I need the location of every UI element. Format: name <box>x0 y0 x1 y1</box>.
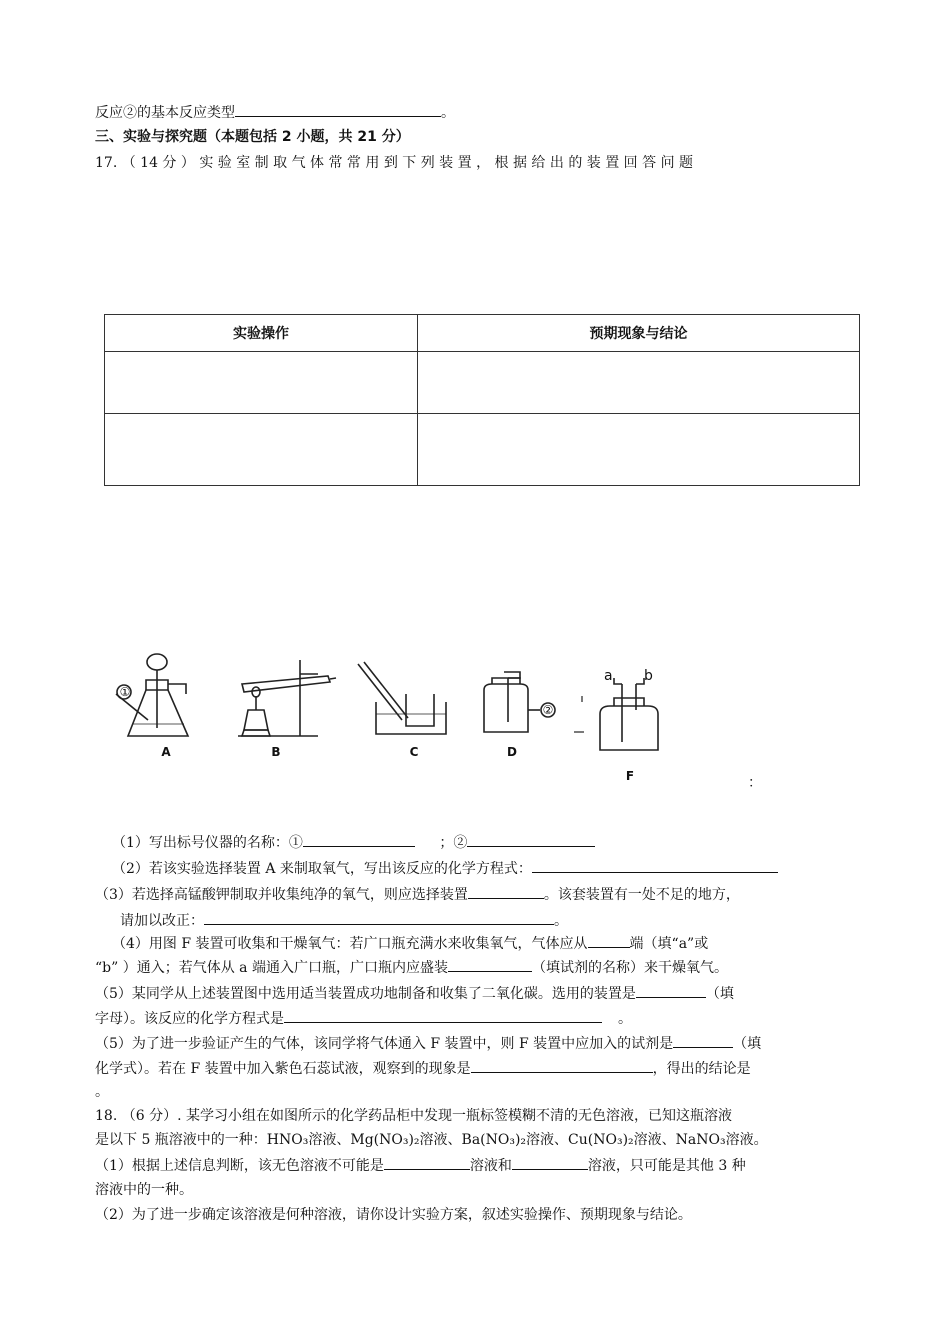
q17-part4: （4）用图 F 装置可收集和干燥氧气：若广口瓶充满水来收集氧气，气体应从 端（填“a”或 <box>112 933 708 954</box>
answer-blank[interactable] <box>235 102 441 117</box>
q18-part1: （1）根据上述信息判断，该无色溶液不可能是 溶液和 溶液，只可能是其他 3 种 <box>95 1155 746 1176</box>
apparatus-b <box>238 660 336 736</box>
q18-stem-line1: 18. （6 分）. 某学习小组在如图所示的化学药品柜中发现一瓶标签模糊不清的无色溶液，已知这瓶溶液 <box>95 1108 732 1124</box>
table-cell[interactable] <box>105 414 418 486</box>
q17-part2: （2）若该实验选择装置 A 来制取氧气，写出该反应的化学方程式： <box>112 858 778 879</box>
answer-blank[interactable] <box>673 1033 733 1048</box>
figure-label-f: F <box>625 769 635 783</box>
q18-stem-line2: 是以下 5 瓶溶液中的一种：HNO₃溶液、Mg(NO₃)₂溶液、Ba(NO₃)₂溶液、Cu(NO₃)₂溶液、NaNO₃溶液。 <box>95 1132 768 1148</box>
q17-part4-cont: “b” ）通入；若气体从 a 端通入广口瓶，广口瓶内应盛装 （填试剂的名称）来干燥氧气。 <box>95 957 728 978</box>
marker-2: ② <box>542 703 554 717</box>
figure-label-b: B <box>271 745 281 759</box>
table-cell[interactable] <box>418 414 860 486</box>
marker-1: ① <box>119 685 131 699</box>
answer-blank[interactable] <box>467 832 595 847</box>
figure-label-d: D <box>507 745 517 759</box>
q17-part5: （5）某同学从上述装置图中选用适当装置成功地制备和收集了二氧化碳。选用的装置是 （填 <box>95 983 734 1004</box>
apparatus-d <box>484 672 555 732</box>
table-cell[interactable] <box>418 352 860 414</box>
q18-part1-cont: 溶液中的一种。 <box>95 1182 193 1198</box>
q17-part6: （5）为了进一步验证产生的气体，该同学将气体通入 F 装置中，则 F 装置中应加入的试剂是 （填 <box>95 1033 761 1054</box>
table-cell[interactable] <box>105 352 418 414</box>
figure-colon: ： <box>748 775 762 791</box>
q17-part3: （3）若选择高锰酸钾制取并收集纯净的氧气，则应选择装置 。该套装置有一处不足的地方， <box>95 884 740 905</box>
answer-blank[interactable] <box>512 1155 588 1170</box>
table-header-phenomenon: 预期现象与结论 <box>418 315 860 352</box>
apparatus-f <box>574 678 658 750</box>
experiment-table <box>104 314 860 486</box>
answer-blank[interactable] <box>284 1008 602 1023</box>
q17-part6-end: 。 <box>95 1084 109 1100</box>
table-header-operation: 实验操作 <box>105 315 418 352</box>
q17-stem: 17. （ 14 分 ） 实 验 室 制 取 气 体 常 常 用 到 下 列 装 置 ， 根 据 给 出 的 装 置 回 答 问 题 <box>95 155 694 171</box>
answer-blank[interactable] <box>204 910 554 925</box>
marker-b: b <box>644 668 653 684</box>
answer-blank[interactable] <box>588 933 630 948</box>
answer-blank[interactable] <box>636 983 706 998</box>
q18-part2: （2）为了进一步确定该溶液是何种溶液，请你设计实验方案，叙述实验操作、预期现象与结论。 <box>95 1207 692 1223</box>
q17-part5-cont: 字母）。该反应的化学方程式是 。 <box>95 1008 632 1029</box>
answer-blank[interactable] <box>532 858 778 873</box>
answer-blank[interactable] <box>303 832 415 847</box>
answer-blank[interactable] <box>384 1155 470 1170</box>
q17-part1: （1）写出标号仪器的名称：① ；② <box>112 832 595 853</box>
q17-part3-cont: 请加以改正： 。 <box>120 910 568 931</box>
figure-label-c: C <box>409 745 419 759</box>
section-heading: 三、实验与探究题（本题包括 2 小题，共 21 分） <box>95 129 410 145</box>
q17-part6-cont: 化学式）。若在 F 装置中加入紫色石蕊试液，观察到的现象是 ，得出的结论是 <box>95 1058 751 1079</box>
apparatus-figure <box>108 650 668 790</box>
answer-blank[interactable] <box>448 957 532 972</box>
apparatus-c <box>358 662 446 734</box>
figure-label-a: A <box>161 745 171 759</box>
answer-blank[interactable] <box>471 1058 653 1073</box>
answer-blank[interactable] <box>468 884 544 899</box>
q16-answer-line: 反应②的基本反应类型 。 <box>95 102 455 123</box>
marker-a: a <box>604 668 613 684</box>
